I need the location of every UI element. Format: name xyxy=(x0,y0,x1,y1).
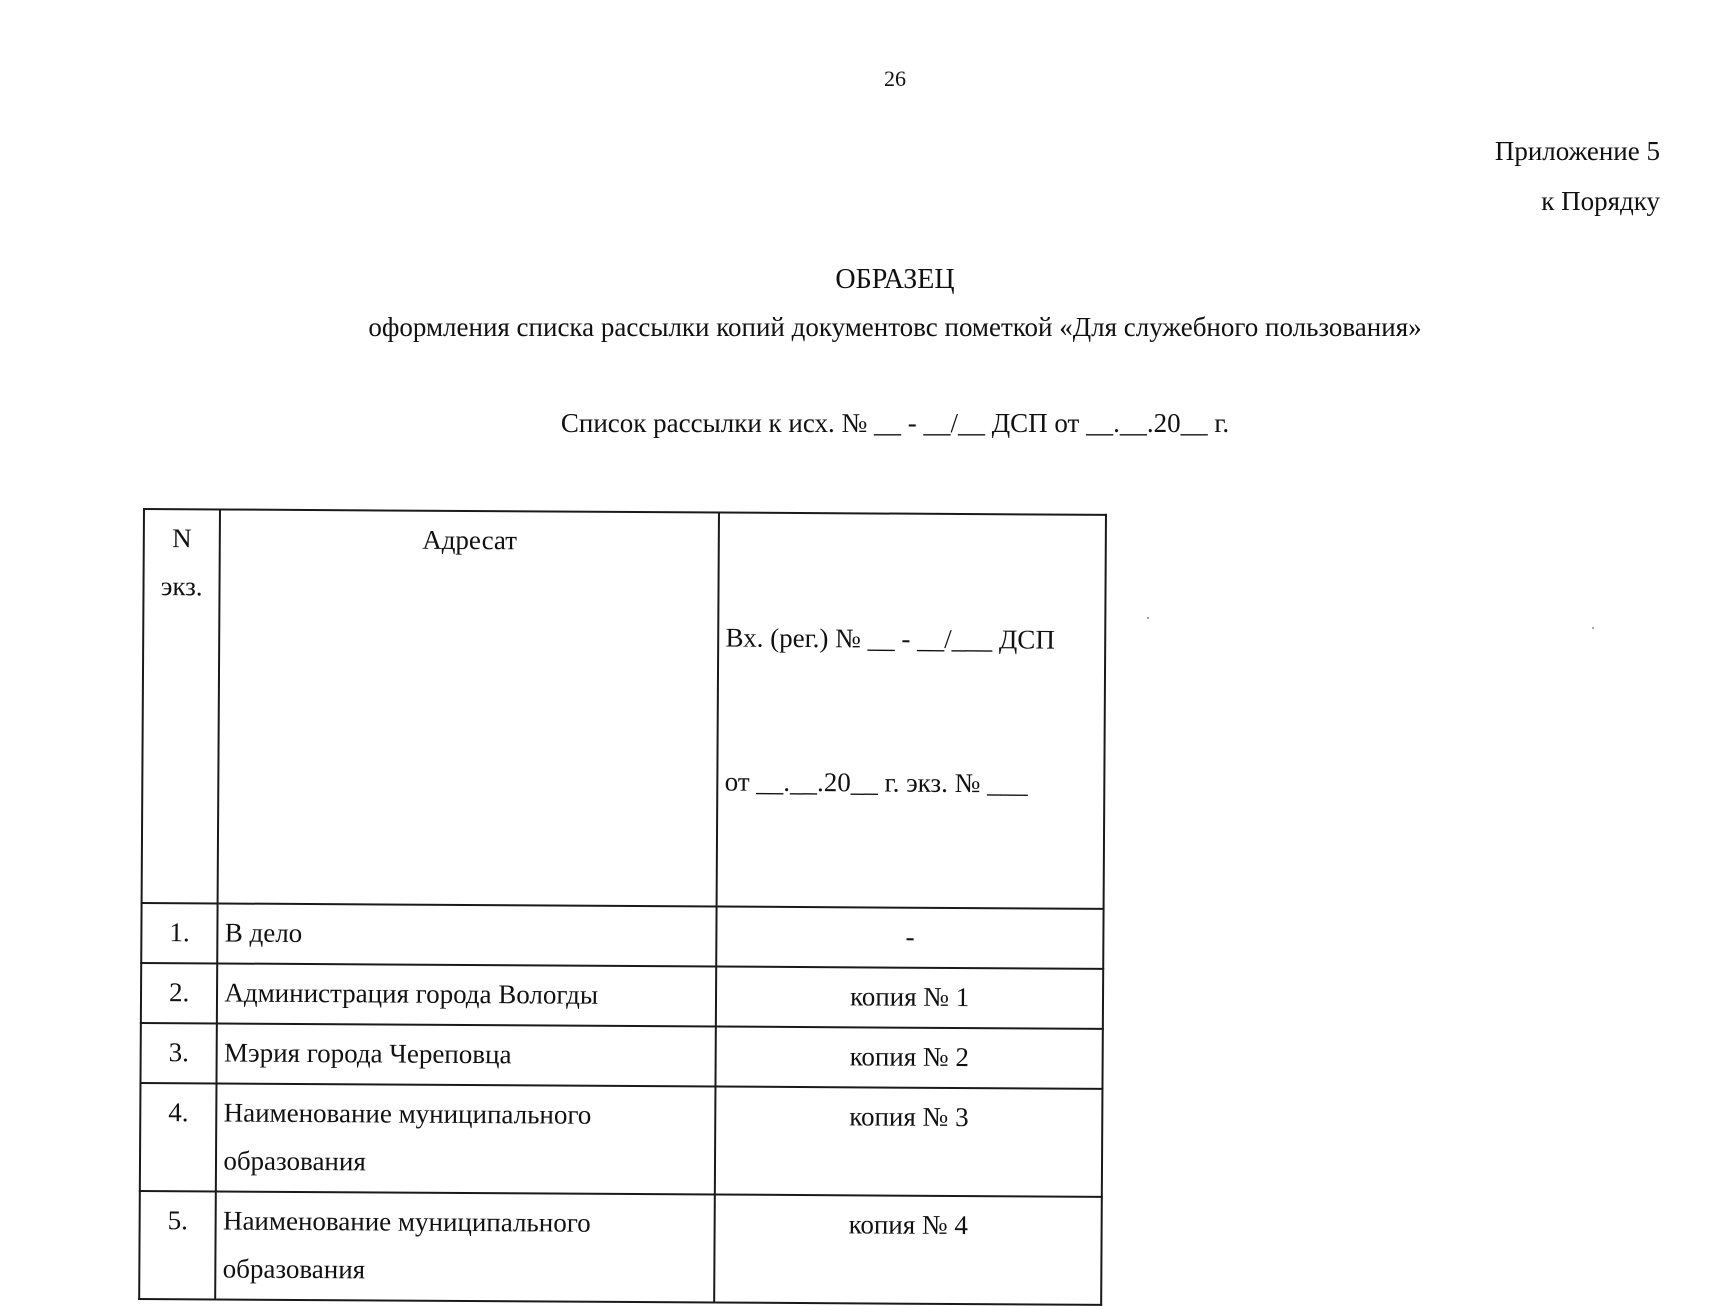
table-row xyxy=(141,963,1103,1029)
row-addressee-line-2: образования xyxy=(223,1145,366,1177)
appendix-line-1: Приложение 5 xyxy=(1494,136,1660,166)
row-copy: копия № 2 xyxy=(716,1027,1103,1089)
header-n-line-2: экз. xyxy=(160,571,203,602)
row-addressee xyxy=(216,1083,716,1194)
appendix-line-2: к Порядку xyxy=(1541,186,1660,216)
mailing-list-heading: Список рассылки к исх. № __ - __/__ ДСП от __.__.20__ г. xyxy=(560,408,1230,438)
row-copy: - xyxy=(717,907,1104,969)
page-number: 26 xyxy=(884,66,906,91)
header-reg-line-2: от __.__.20__ г. экз. № ___ xyxy=(724,766,1028,799)
row-number: 2. xyxy=(141,963,218,1023)
header-registration xyxy=(717,513,1106,909)
scan-speck xyxy=(1147,617,1149,619)
row-addressee xyxy=(216,1191,716,1302)
scan-speck xyxy=(1592,627,1594,629)
row-addressee: В дело xyxy=(218,903,717,966)
document-subtitle: оформления списка рассылки копий документовс пометкой «Для служебного пользования» xyxy=(368,312,1422,342)
row-addressee-line-1: Наименование муниципального xyxy=(222,1205,591,1238)
table-row xyxy=(140,1083,1103,1197)
row-number: 4. xyxy=(140,1083,217,1191)
row-addressee: Мэрия города Череповца xyxy=(217,1023,716,1086)
row-copy: копия № 1 xyxy=(716,967,1103,1029)
row-copy: копия № 3 xyxy=(715,1087,1102,1197)
row-addressee-line-1: Наименование муниципального xyxy=(223,1097,592,1130)
table-row xyxy=(139,1191,1102,1305)
header-reg-line-1: Вх. (рег.) № __ - __/___ ДСП xyxy=(725,622,1055,655)
table-header-row xyxy=(142,509,1106,909)
header-copy-number xyxy=(142,509,221,903)
table-row xyxy=(140,1023,1102,1089)
table-row xyxy=(141,903,1103,969)
appendix-reference xyxy=(1495,126,1660,226)
row-addressee-line-2: образования xyxy=(222,1253,366,1285)
mailing-list-table xyxy=(138,508,1107,1306)
header-addressee: Адресат xyxy=(218,509,719,906)
header-n-line-1: N xyxy=(172,523,192,554)
row-number: 5. xyxy=(139,1191,216,1299)
row-copy: копия № 4 xyxy=(714,1195,1101,1305)
document-title: ОБРАЗЕЦ xyxy=(835,264,955,295)
row-number: 1. xyxy=(141,903,218,963)
row-number: 3. xyxy=(140,1023,217,1083)
row-addressee: Администрация города Вологды xyxy=(217,963,716,1026)
